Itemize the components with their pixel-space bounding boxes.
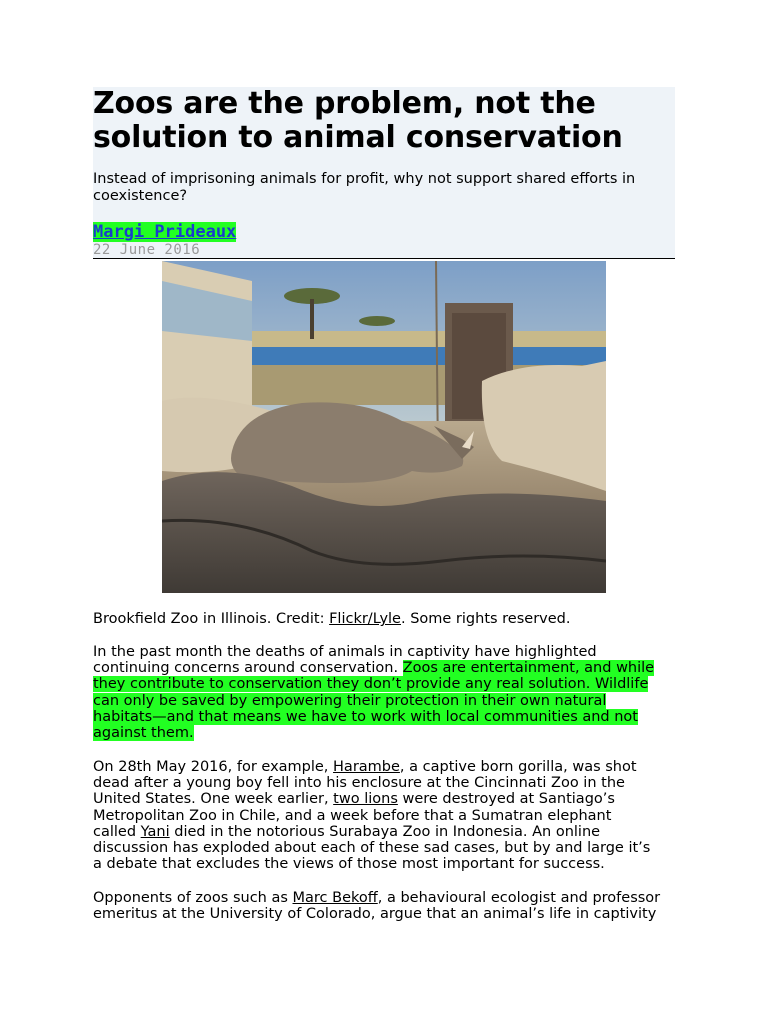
caption-text: Brookfield Zoo in Illinois. Credit:	[93, 611, 330, 627]
paragraph-text: died in the notorious Surabaya Zoo in Indonesia. An online	[169, 823, 601, 840]
paragraph-2	[93, 759, 683, 872]
paragraph-text: Opponents of zoos such as	[93, 890, 293, 906]
paragraph-line	[93, 660, 683, 676]
caption-text: . Some rights reserved.	[400, 611, 571, 627]
paragraph-line	[93, 709, 683, 725]
subtitle-line: coexistence?	[93, 188, 188, 204]
paragraph-text: On 28th May 2016, for example,	[93, 759, 334, 775]
rhino-illustration	[162, 261, 606, 593]
subtitle-line: Instead of imprisoning animals for profit, why not support shared efforts in	[93, 171, 636, 187]
article-title	[93, 87, 675, 155]
paragraph-text: , a captive born gorilla, was shot	[399, 759, 637, 775]
title-line: solution to animal conservation	[93, 120, 623, 155]
paragraph-line: Metropolitan Zoo in Chile, and a week before that a Sumatran elephant	[93, 807, 612, 824]
paragraph-line: dead after a young boy fell into his enclosure at the Cincinnati Zoo in the	[93, 775, 625, 792]
two-lions-link[interactable]: two lions	[333, 791, 398, 808]
paragraph-1	[93, 644, 683, 741]
caption-line	[93, 611, 683, 627]
paragraph-line	[93, 890, 683, 906]
paragraph-text: called	[93, 823, 141, 840]
paragraph-line	[93, 824, 683, 840]
paragraph-line: In the past month the deaths of animals in captivity have highlighted	[93, 644, 597, 660]
marc-bekoff-link[interactable]: Marc Bekoff	[292, 890, 378, 906]
paragraph-3	[93, 890, 683, 922]
paragraph-text: , a behavioural ecologist and professor	[377, 890, 661, 906]
author-link[interactable]: Margi Prideaux	[93, 222, 237, 242]
title-line: Zoos are the problem, not the	[93, 86, 596, 121]
paragraph-line: discussion has exploded about each of these sad cases, but by and large it’s	[93, 840, 651, 857]
highlighted-text: against them.	[93, 725, 194, 742]
paragraph-line	[93, 725, 683, 741]
photo-caption	[93, 611, 683, 627]
harambe-link[interactable]: Harambe	[333, 759, 400, 775]
highlighted-text: they contribute to conservation they don’t provide any real solution. Wildlife	[93, 676, 649, 693]
publish-date: 22 June 2016	[93, 242, 201, 258]
rhino-photo	[162, 261, 606, 593]
paragraph-line	[93, 759, 683, 775]
paragraph-text: were destroyed at Santiago’s	[397, 791, 615, 808]
paragraph-line: a debate that excludes the views of those most important for success.	[93, 856, 605, 873]
paragraph-text: continuing concerns around conservation.	[93, 660, 403, 677]
paragraph-line	[93, 693, 683, 709]
paragraph-line	[93, 676, 683, 692]
paragraph-text: United States. One week earlier,	[93, 791, 334, 808]
flickr-credit-link[interactable]: Flickr/Lyle	[329, 611, 401, 627]
highlighted-text: can only be saved by empowering their protection in their own natural	[93, 692, 607, 709]
highlighted-text: habitats—and that means we have to work with local communities and not	[93, 708, 638, 725]
paragraph-line	[93, 791, 683, 807]
yani-link[interactable]: Yani	[140, 823, 170, 840]
highlighted-text: Zoos are entertainment, and while	[402, 660, 655, 677]
article-subtitle	[93, 171, 675, 205]
paragraph-line: emeritus at the University of Colorado, argue that an animal’s life in captivity	[93, 906, 657, 923]
